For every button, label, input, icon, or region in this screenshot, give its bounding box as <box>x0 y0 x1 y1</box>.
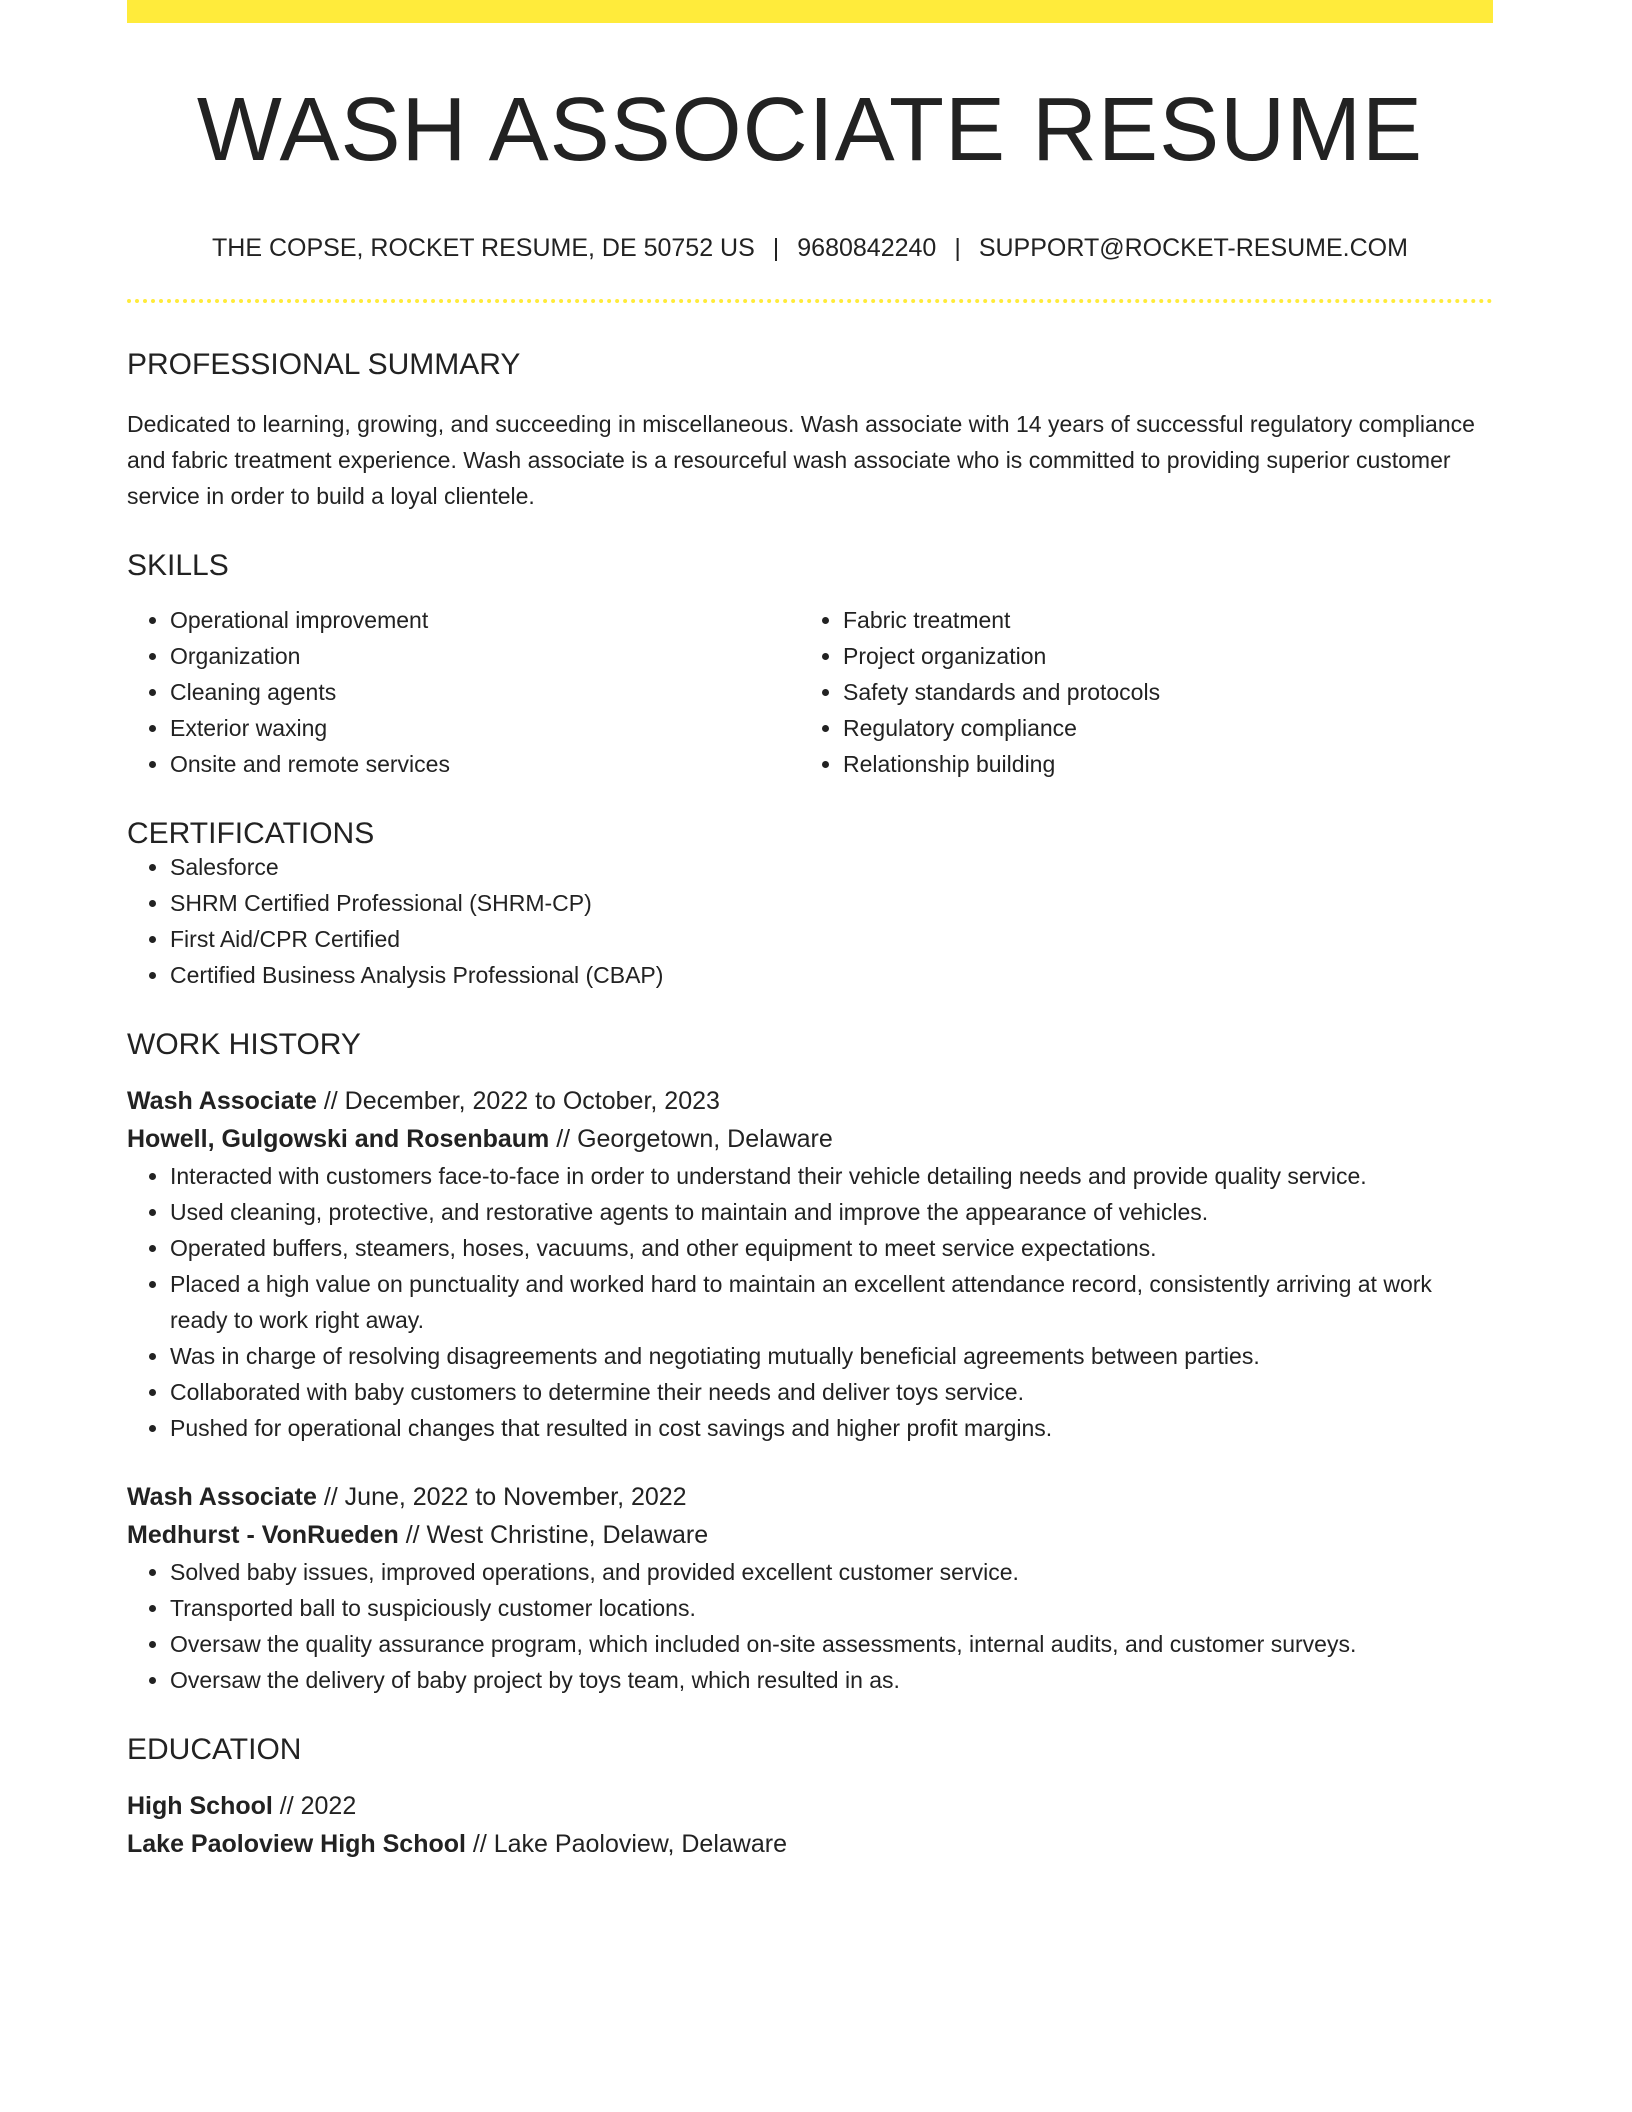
work-history-heading: WORK HISTORY <box>127 1028 361 1061</box>
skills-column-left <box>127 602 800 782</box>
certification-item: • SHRM Certified Professional (SHRM-CP) <box>170 885 1493 921</box>
top-accent-bar <box>127 0 1493 23</box>
contact-separator: | <box>954 234 961 262</box>
job-company: Howell, Gulgowski and Rosenbaum <box>127 1125 550 1153</box>
resume-title: WASH ASSOCIATE RESUME <box>196 80 1424 180</box>
skill-item: • Cleaning agents <box>170 674 800 710</box>
job-company-line <box>127 1120 1493 1158</box>
job-bullet: • Collaborated with baby customers to determine their needs and deliver toys service. <box>170 1374 1493 1410</box>
skills-grid <box>127 602 1493 782</box>
skills-list-right <box>800 602 1473 782</box>
skills-column-right <box>800 602 1473 782</box>
job-location: // West Christine, Delaware <box>398 1521 709 1549</box>
skill-item: • Project organization <box>843 638 1473 674</box>
certifications-list <box>127 849 1493 993</box>
job-dates: // December, 2022 to October, 2023 <box>316 1087 720 1115</box>
contact-separator: | <box>772 234 780 262</box>
education-location: // Lake Paoloview, Delaware <box>465 1830 787 1858</box>
header-divider <box>127 299 1493 303</box>
education-year: // 2022 <box>272 1792 357 1820</box>
skills-heading: SKILLS <box>127 549 229 582</box>
job-bullet: • Solved baby issues, improved operations, and provided excellent customer service. <box>170 1554 1493 1590</box>
job-bullet: • Used cleaning, protective, and restorative agents to maintain and improve the appearance of vehicles. <box>170 1194 1493 1230</box>
job-company: Medhurst - VonRueden <box>127 1521 399 1549</box>
job-bullet: • Interacted with customers face-to-face in order to understand their vehicle detailing needs and provide quality service. <box>170 1158 1493 1194</box>
contact-email[interactable]: SUPPORT@ROCKET-RESUME.COM <box>978 234 1408 262</box>
job-title: Wash Associate <box>127 1483 317 1511</box>
job-company-line <box>127 1516 1493 1554</box>
education-school-line <box>127 1825 1493 1863</box>
job-bullets <box>127 1158 1493 1446</box>
skill-item: • Safety standards and protocols <box>843 674 1473 710</box>
summary-text: Dedicated to learning, growing, and succeeding in miscellaneous. Wash associate with 14 years of successful regulatory compliance and fabric treatment experience. Wash associate is a resourceful wash associate who is committed to providing superior customer service in order to build a loyal clientele. <box>127 411 1475 509</box>
job-location: // Georgetown, Delaware <box>549 1125 833 1153</box>
job-bullet: • Transported ball to suspiciously customer locations. <box>170 1590 1493 1626</box>
job-title: Wash Associate <box>127 1087 317 1115</box>
skill-item: • Fabric treatment <box>843 602 1473 638</box>
job-title-line <box>127 1478 1493 1516</box>
job-bullet: • Oversaw the quality assurance program, which included on-site assessments, internal audits, and customer surveys. <box>170 1626 1493 1662</box>
education-degree-line <box>127 1787 1493 1825</box>
job-bullet: • Was in charge of resolving disagreements and negotiating mutually beneficial agreements between parties. <box>170 1338 1493 1374</box>
education-school: Lake Paoloview High School <box>127 1830 466 1858</box>
education-heading: EDUCATION <box>127 1733 302 1766</box>
job-dates: // June, 2022 to November, 2022 <box>316 1483 687 1511</box>
contact-line <box>127 236 1493 261</box>
skill-item: • Organization <box>170 638 800 674</box>
skills-list-left <box>127 602 800 782</box>
contact-phone[interactable]: 9680842240 <box>797 234 937 262</box>
resume-page <box>127 0 1493 1863</box>
job-title-line <box>127 1082 1493 1120</box>
certification-item: • Salesforce <box>170 849 1493 885</box>
skill-item: • Onsite and remote services <box>170 746 800 782</box>
certification-item: • Certified Business Analysis Professional (CBAP) <box>170 957 1493 993</box>
skill-item: • Operational improvement <box>170 602 800 638</box>
certifications-heading: CERTIFICATIONS <box>127 817 375 850</box>
skill-item: • Regulatory compliance <box>843 710 1473 746</box>
job-bullet: • Oversaw the delivery of baby project by toys team, which resulted in as. <box>170 1662 1493 1698</box>
skill-item: • Relationship building <box>843 746 1473 782</box>
job-bullet: • Pushed for operational changes that resulted in cost savings and higher profit margins. <box>170 1410 1493 1446</box>
skill-item: • Exterior waxing <box>170 710 800 746</box>
summary-heading: PROFESSIONAL SUMMARY <box>127 348 521 381</box>
job-bullet: • Operated buffers, steamers, hoses, vacuums, and other equipment to meet service expectations. <box>170 1230 1493 1266</box>
contact-address: THE COPSE, ROCKET RESUME, DE 50752 US <box>212 234 755 262</box>
job-bullets <box>127 1554 1493 1698</box>
certification-item: • First Aid/CPR Certified <box>170 921 1493 957</box>
job-bullet: • Placed a high value on punctuality and worked hard to maintain an excellent attendance record, consistently arriving at work ready to work right away. <box>170 1266 1493 1338</box>
education-degree: High School <box>127 1792 273 1820</box>
